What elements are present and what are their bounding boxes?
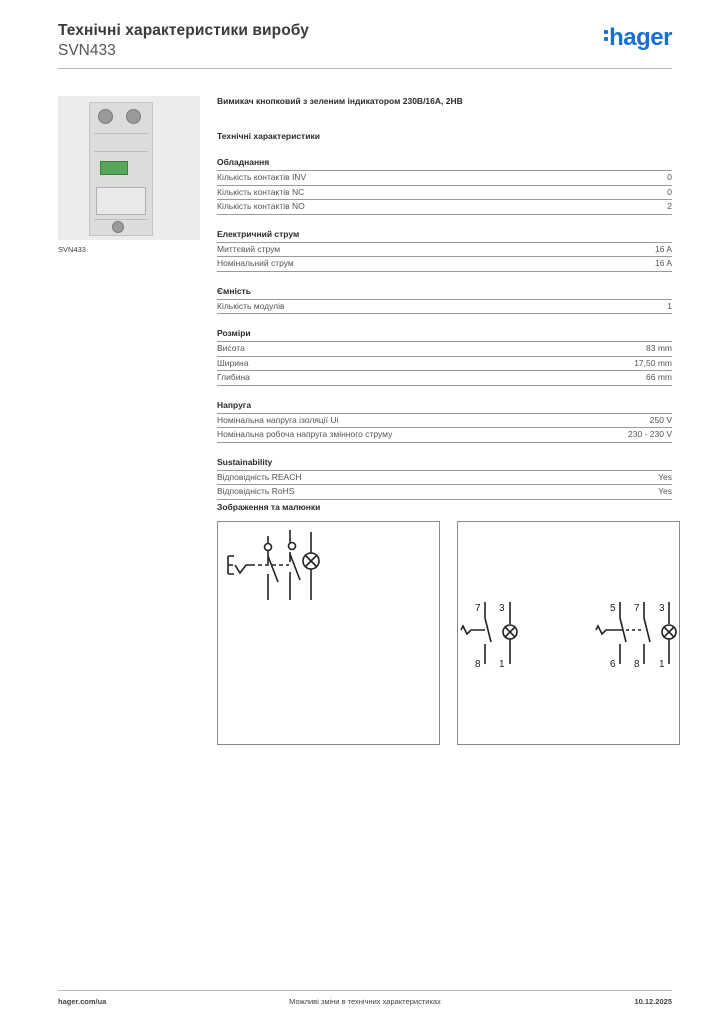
spec-value: 83 mm [646,343,672,353]
spec-group-title: Обладнання [217,157,672,171]
spec-value: Yes [658,471,672,482]
spec-value: 250 V [649,414,672,425]
spec-value: 2 [667,201,672,211]
spec-label: Миттєвий струм [217,243,281,254]
spec-row [217,186,672,201]
spec-value: Yes [658,486,672,496]
footer-divider [58,990,672,991]
images-section-title: Зображення та малюнки [217,502,321,512]
footer-date: 10.12.2025 [634,997,672,1006]
terminal-label: 6 [610,659,616,670]
terminal-label: 3 [659,603,665,614]
spec-row [217,342,672,357]
spec-group-title: Ємність [217,286,672,300]
spec-value: 0 [667,186,672,197]
spec-row [217,243,672,258]
spec-group-title: Розміри [217,328,672,342]
symbol-diagram [217,521,440,745]
logo-dots-icon [604,27,609,44]
spec-row [217,485,672,500]
terminal-label: 7 [475,603,481,614]
section-title: Технічні характеристики [217,131,320,141]
image-caption: SVN433 [58,245,86,254]
spec-row [217,357,672,372]
footer-website-link[interactable]: hager.com/ua [58,997,107,1006]
spec-group [217,157,672,215]
product-image [58,96,200,240]
spec-label: Висота [217,343,245,353]
spec-groups [217,157,672,500]
spec-row [217,414,672,429]
terminal-label: 5 [610,603,616,614]
terminal-label: 7 [634,603,640,614]
terminal-label: 8 [634,659,640,670]
terminal-label: 1 [499,659,505,670]
terminal-screw-icon [112,221,124,233]
spec-row [217,171,672,186]
spec-row [217,471,672,486]
green-indicator-icon [100,161,128,175]
spec-label: Кількість контактів NC [217,186,305,197]
spec-label: Відповідність RoHS [217,486,295,496]
spec-group [217,286,672,315]
spec-group [217,328,672,386]
spec-row [217,300,672,315]
spec-label: Кількість контактів INV [217,172,307,182]
spec-group-title: Напруга [217,400,672,414]
spec-label: Глибина [217,372,250,382]
spec-row [217,257,672,272]
footer-note: Можливі зміни в технічних характеристиках [289,997,441,1006]
terminal-label: 8 [475,659,481,670]
spec-value: 16 A [654,258,672,268]
spec-row [217,200,672,215]
spec-value: 66 mm [646,372,672,382]
page-title: Технічні характеристики виробу [58,22,309,39]
spec-label: Кількість модулів [217,300,285,311]
terminal-label: 1 [659,659,665,670]
product-description: Вимикач кнопковий з зеленим індикатором 230В/16А, 2НВ [217,96,463,106]
wiring-diagram-icon [458,522,679,744]
spec-value: 1 [667,300,672,311]
page-header [58,22,672,70]
header-divider [58,68,672,69]
terminal-screw-icon [126,109,141,124]
device-body [89,102,153,236]
spec-group [217,229,672,272]
hager-logo: hager [604,24,672,52]
spec-row [217,428,672,443]
spec-group-title: Електричний струм [217,229,672,243]
spec-label: Номінальний струм [217,258,294,268]
spec-label: Ширина [217,357,249,368]
spec-label: Номінальна робоча напруга змінного струму [217,429,393,439]
page-subtitle: SVN433 [58,42,116,59]
spec-group [217,400,672,443]
terminal-screw-icon [98,109,113,124]
spec-value: 230 - 230 V [628,429,672,439]
spec-row [217,371,672,386]
spec-label: Номінальна напруга ізоляції Ui [217,414,339,425]
spec-value: 16 A [654,243,672,254]
terminal-label: 3 [499,603,505,614]
push-button-icon [96,187,146,215]
spec-group-title: Sustainability [217,457,672,471]
pushbutton-symbol-icon [218,522,439,744]
spec-value: 0 [667,172,672,182]
spec-label: Кількість контактів NO [217,201,305,211]
spec-value: 17,50 mm [634,357,672,368]
spec-group [217,457,672,500]
wiring-diagram [457,521,680,745]
spec-label: Відповідність REACH [217,471,302,482]
specs-content [217,96,672,500]
